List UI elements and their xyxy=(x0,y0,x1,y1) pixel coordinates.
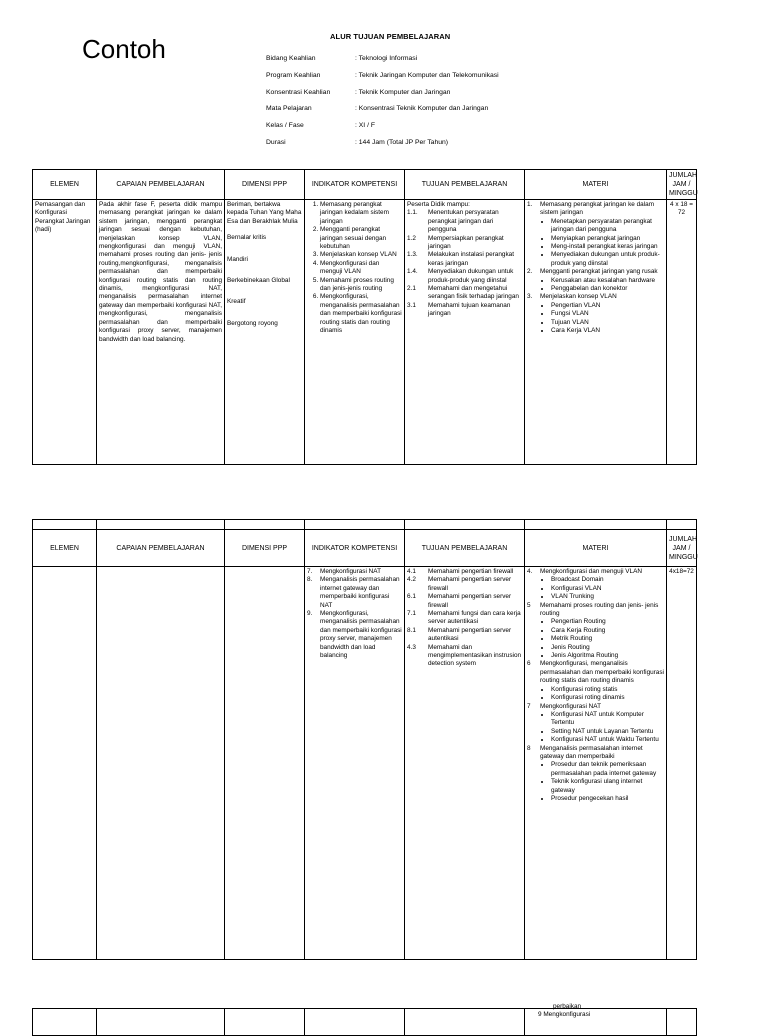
list-item: • Broadcast Domain xyxy=(551,576,664,584)
tujuan-text: Memahami pengertian server firewall xyxy=(428,593,512,609)
materi-sublist xyxy=(527,218,664,268)
tujuan-text: Melakukan instalasi perangkat keras jaringan xyxy=(428,251,514,267)
table-header-row xyxy=(33,170,697,200)
materi-sublist xyxy=(527,576,664,601)
list-item: • Prosedur pengecekan hasil xyxy=(551,795,664,803)
col-header-elemen: ELEMEN xyxy=(33,170,97,200)
cell-materi xyxy=(525,200,667,465)
materi-num: 7 xyxy=(527,702,531,710)
col-header-dimensi: DIMENSI PPP xyxy=(225,530,305,567)
tujuan-text: Memahami dan mengetahui serangan fisik terhadap jaringan xyxy=(428,285,519,301)
col-header-indikator: INDIKATOR KOMPETENSI xyxy=(305,170,405,200)
cell-elemen xyxy=(33,1009,97,1036)
tujuan-item xyxy=(407,302,522,319)
tujuan-text: Memahami pengertian server firewall xyxy=(428,576,512,592)
meta-row-durasi xyxy=(266,139,499,156)
list-item: • Meng-install perangkat keras jaringan xyxy=(551,243,664,251)
tujuan-text: Menentukan persyaratan perangkat jaringan dari pengguna xyxy=(428,209,499,234)
col-header-tujuan: TUJUAN PEMBELAJARAN xyxy=(405,530,525,567)
materi-num: 1. xyxy=(527,201,533,208)
tujuan-item xyxy=(407,251,522,268)
meta-row-bidang xyxy=(266,55,499,72)
tujuan-text: Memahami fungsi dan cara kerja server autentikasi xyxy=(428,610,521,626)
list-item: 2. Mengganti perangkat jaringan sesuai dengan kebutuhan xyxy=(320,226,402,251)
col-header-materi: MATERI xyxy=(525,530,667,567)
list-item: • Pengertian VLAN xyxy=(551,302,664,310)
meta-row-konsentrasi xyxy=(266,89,499,106)
tujuan-intro: Peserta Didik mampu: xyxy=(407,201,470,208)
dimensi-item: Bernalar kritis xyxy=(227,234,267,242)
col-header-indikator: INDIKATOR KOMPETENSI xyxy=(305,530,405,567)
meta-value: : XI / F xyxy=(355,122,376,130)
tujuan-item xyxy=(407,209,522,234)
materi-item xyxy=(527,745,664,762)
materi-text: Mengkonfigurasi NAT xyxy=(540,702,601,710)
tujuan-num: 1.4. xyxy=(407,268,418,276)
materi-continued-text: perbaikan xyxy=(553,1003,582,1010)
tujuan-text: Memahami pengertian server autentikasi xyxy=(428,626,512,643)
cell-indikator xyxy=(305,567,405,960)
materi-text: Memahami proses routing dan jenis- jenis routing xyxy=(540,601,659,618)
list-item: • Konfigurasi roting dinamis xyxy=(551,694,664,702)
table-row xyxy=(33,1009,697,1036)
blank-cell xyxy=(405,520,525,530)
col-header-jumlah: JUMLAH JAM / MINGGU xyxy=(667,170,697,200)
cell-tujuan xyxy=(405,200,525,465)
list-item: • Konfigurasi NAT untuk Komputer Tertentu xyxy=(551,711,664,728)
materi-num: 3. xyxy=(527,293,533,301)
list-item: • Tujuan VLAN xyxy=(551,319,664,327)
materi-item xyxy=(527,293,664,301)
indikator-item xyxy=(307,610,402,660)
materi-text: Mengganti perangkat jaringan yang rusak xyxy=(540,268,658,276)
list-item: • Cara Kerja Routing xyxy=(551,627,664,635)
indikator-num: 7. xyxy=(307,568,313,575)
meta-value: : 144 Jam (Total JP Per Tahun) xyxy=(355,138,449,146)
blank-cell xyxy=(667,520,697,530)
meta-row-mapel xyxy=(266,105,499,122)
cell-indikator xyxy=(305,1009,405,1036)
indikator-num: 8. xyxy=(307,576,313,584)
list-item: • Jenis Routing xyxy=(551,644,664,652)
dimensi-item: Berkebinekaan Global xyxy=(227,277,290,285)
materi-num: 2. xyxy=(527,268,533,276)
meta-value: : Teknologi Informasi xyxy=(355,55,418,62)
list-item: • Konfigurasi roting statis xyxy=(551,686,664,694)
materi-continued-text: 9 Mengkonfigurasi xyxy=(538,1011,591,1019)
dimensi-item: Kreatif xyxy=(227,298,246,306)
list-item: • Kerusakan atau kesalahan hardware xyxy=(551,277,664,285)
table-row xyxy=(33,200,697,465)
cell-jumlah xyxy=(667,1009,697,1036)
materi-item xyxy=(527,568,664,576)
list-item: • Penggabelan dan konektor xyxy=(551,285,664,293)
blank-cell xyxy=(225,520,305,530)
materi-sublist xyxy=(527,618,664,660)
cell-capaian: Pada akhir fase F, peserta didik mampu memasang perangkat jaringan ke dalam sistem jaringan, mengganti perangkat jaringan sesuai dengan kebutuhan, menjelaskan konsep VLAN, mengkonfigurasi dan menguji VLAN, memahami proses routing dan jenis- jenis routing,mengkonfigurasi, menganalisis permasalahan dan memperbaiki konfigurasi routing statis dan routing dinamis, mengkonfigurasi NAT, menganalisis permasalahan internet gateway dan memperbaiki konfigurasi NAT, mengkonfigurasi, menganalisis permasalahan dan memperbaiki konfigurasi proxy server, manajemen bandwidth dan load balancing. xyxy=(97,200,225,465)
indikator-num: 9. xyxy=(307,610,313,618)
indikator-text: Menganalisis permasalahan internet gateway dan memperbaiki konfigurasi NAT xyxy=(320,576,400,609)
materi-text: Menjelaskan konsep VLAN xyxy=(540,293,617,301)
meta-value: : Teknik Komputer dan Jaringan xyxy=(355,88,451,96)
meta-key: Kelas / Fase xyxy=(266,122,304,130)
cell-dimensi xyxy=(225,567,305,960)
list-item: 6. Mengkonfigurasi, menganalisis permasalahan dan memperbaiki konfigurasi routing statis dan routing dinamis xyxy=(320,293,402,335)
list-item: 3. Menjelaskan konsep VLAN xyxy=(320,251,402,259)
meta-row-kelas xyxy=(266,122,499,139)
materi-num: 6 xyxy=(527,660,531,668)
indikator-item xyxy=(307,568,402,576)
list-item: • Pengertian Routing xyxy=(551,618,664,626)
tujuan-num: 1.3. xyxy=(407,251,418,259)
meta-block xyxy=(266,55,499,156)
tujuan-num: 4.3 xyxy=(407,643,416,651)
meta-key: Program Keahlian xyxy=(266,71,321,79)
table-blank-row xyxy=(33,520,697,530)
tujuan-num: 1.1. xyxy=(407,209,418,217)
materi-num: 4. xyxy=(527,568,533,575)
materi-text: Mengkonfigurasi, menganalisis permasalahan dan memperbaiki konfigurasi routing statis dan routing dinamis xyxy=(540,660,664,685)
list-item: • Prosedur dan teknik pemeriksaan permasalahan pada internet gateway xyxy=(551,761,664,778)
dimensi-item: Beriman, bertakwa kepada Tuhan Yang Maha Esa dan Berakhlak Mulia xyxy=(227,201,302,225)
list-item: 1. Memasang perangkat jaringan kedalam sistem jaringan xyxy=(320,201,402,226)
list-item: • VLAN Trunking xyxy=(551,593,664,601)
materi-text: Mengkonfigurasi dan menguji VLAN xyxy=(540,568,642,575)
col-header-tujuan: TUJUAN PEMBELAJARAN xyxy=(405,170,525,200)
list-item: 4. Mengkonfigurasi dan menguji VLAN xyxy=(320,260,402,277)
meta-value: : Konsentrasi Teknik Komputer dan Jaringan xyxy=(355,105,489,113)
tujuan-item xyxy=(407,593,522,610)
tujuan-item xyxy=(407,568,522,576)
list-item: • Setting NAT untuk Layanan Tertentu xyxy=(551,728,664,736)
tujuan-text: Mempersiapkan perangkat jaringan xyxy=(428,234,504,251)
blank-cell xyxy=(97,520,225,530)
tujuan-num: 3.1 xyxy=(407,301,416,309)
atp-table-3 xyxy=(32,1003,697,1036)
blank-cell xyxy=(525,520,667,530)
cell-tujuan xyxy=(405,567,525,960)
tujuan-item xyxy=(407,268,522,285)
tujuan-num: 8.1 xyxy=(407,626,416,634)
tujuan-item xyxy=(407,610,522,627)
meta-key: Mata Pelajaran xyxy=(266,105,312,113)
tujuan-num: 7.1 xyxy=(407,610,416,618)
tujuan-text: Memahami pengertian firewall xyxy=(428,568,514,575)
dimensi-item: Bergotong royong xyxy=(227,319,278,327)
list-item: • Konfigurasi NAT untuk Waktu Tertentu xyxy=(551,736,664,744)
materi-num: 8 xyxy=(527,744,531,752)
blank-cell xyxy=(33,520,97,530)
tujuan-text: Menyediakan dukungan untuk produk-produk yang diinstal xyxy=(428,268,514,284)
materi-sublist xyxy=(527,686,664,703)
materi-num: 5 xyxy=(527,601,531,609)
tujuan-item xyxy=(407,644,522,669)
materi-item xyxy=(527,201,664,218)
materi-item xyxy=(527,703,664,711)
list-item: 5. Memahami proses routing dan jenis-jenis routing xyxy=(320,277,402,294)
list-item: • Fungsi VLAN xyxy=(551,310,664,318)
indikator-item xyxy=(307,576,402,610)
meta-row-program xyxy=(266,72,499,89)
materi-sublist xyxy=(527,711,664,745)
cell-dimensi xyxy=(225,200,305,465)
meta-key: Konsentrasi Keahlian xyxy=(266,88,331,96)
col-header-elemen: ELEMEN xyxy=(33,530,97,567)
list-item: • Teknik konfigurasi ulang internet gateway xyxy=(551,778,664,795)
atp-table-1 xyxy=(32,169,697,465)
col-header-dimensi: DIMENSI PPP xyxy=(225,170,305,200)
dimensi-item: Mandiri xyxy=(227,255,248,263)
materi-sublist xyxy=(527,302,664,336)
tujuan-num: 2.1 xyxy=(407,285,416,293)
cell-materi xyxy=(525,1003,667,1036)
list-item: • Menyediakan dukungan untuk produk-produk yang diinstal xyxy=(551,251,664,268)
materi-sublist xyxy=(527,761,664,803)
cell-capaian xyxy=(97,567,225,960)
materi-text: Memasang perangkat jaringan ke dalam sistem jaringan xyxy=(540,201,655,217)
materi-item xyxy=(527,602,664,619)
col-header-capaian: CAPAIAN PEMBELAJARAN xyxy=(97,530,225,567)
list-item: • Konfigurasi VLAN xyxy=(551,585,664,593)
indikator-text: Mengkonfigurasi NAT xyxy=(320,568,381,575)
list-item: • Metrik Routing xyxy=(551,635,664,643)
tujuan-num: 6.1 xyxy=(407,593,416,601)
meta-value: : Teknik Jaringan Komputer dan Telekomunikasi xyxy=(355,71,499,79)
cell-elemen xyxy=(33,567,97,960)
col-header-materi: MATERI xyxy=(525,170,667,200)
list-item: • Cara Kerja VLAN xyxy=(551,327,664,335)
list-item: • Menetapkan persyaratan perangkat jaringan dari pengguna xyxy=(551,218,664,235)
meta-key: Bidang Keahlian xyxy=(266,55,316,62)
page-big-title: Contoh xyxy=(82,34,166,64)
tujuan-item xyxy=(407,285,522,302)
cell-tujuan xyxy=(405,1009,525,1036)
list-item: • Menyiapkan perangkat jaringan xyxy=(551,235,664,243)
table-header-row xyxy=(33,530,697,567)
meta-key: Durasi xyxy=(266,138,286,146)
cell-dimensi xyxy=(225,1009,305,1036)
atp-table-2 xyxy=(32,519,697,960)
indikator-list xyxy=(307,201,402,336)
cell-capaian xyxy=(97,1009,225,1036)
materi-item xyxy=(527,660,664,685)
blank-cell xyxy=(305,520,405,530)
cell-elemen: Pemasangan dan Konfigurasi Perangkat Jaringan (hadi) xyxy=(33,200,97,465)
cell-jumlah: 4 x 18 = 72 xyxy=(667,200,697,465)
table-row xyxy=(33,567,697,960)
cell-materi xyxy=(525,567,667,960)
tujuan-item xyxy=(407,627,522,644)
tujuan-item xyxy=(407,235,522,252)
tujuan-item xyxy=(407,576,522,593)
tujuan-text: Memahami tujuan keamanan jaringan xyxy=(428,301,511,318)
indikator-text: Mengkonfigurasi, menganalisis permasalahan dan memperbaiki konfigurasi proxy server, manajemen bandwidth dan load balancing xyxy=(320,610,402,660)
tujuan-num: 1.2 xyxy=(407,234,416,242)
tujuan-num: 4.2 xyxy=(407,576,416,584)
tujuan-num: 4.1 xyxy=(407,568,416,575)
tujuan-text: Memahami dan mengimplementasikan instrusion detection system xyxy=(428,643,522,668)
materi-text: Menganalisis permasalahan internet gateway dan memperbaiki xyxy=(540,744,643,760)
cell-indikator xyxy=(305,200,405,465)
col-header-jumlah: JUMLAH JAM / MINGGU xyxy=(667,530,697,567)
col-header-capaian: CAPAIAN PEMBELAJARAN xyxy=(97,170,225,200)
cell-jumlah: 4x18=72 xyxy=(667,567,697,960)
document-title: ALUR TUJUAN PEMBELAJARAN xyxy=(330,32,451,41)
materi-sublist xyxy=(527,277,664,294)
materi-item xyxy=(527,268,664,276)
list-item: • Jenis Algoritma Routing xyxy=(551,652,664,660)
